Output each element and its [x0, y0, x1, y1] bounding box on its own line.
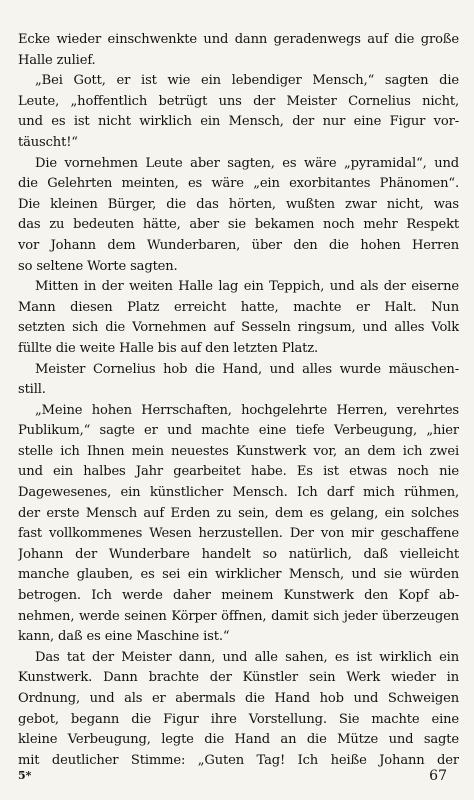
- text-line: Mitten in der weiten Halle lag ein Teppich, und als der eiserne: [35, 279, 459, 295]
- text-line: und ein halbes Jahr gearbeitet habe. Es ist etwas noch nie: [18, 464, 459, 480]
- text-line: Mann diesen Platz erreicht hatte, machte er Halt. Nun: [18, 299, 459, 315]
- text-line: Dagewesenes, ein künstlicher Mensch. Ich darf mich rühmen,: [18, 485, 459, 501]
- text-line: die Gelehrten meinten, es wäre „ein exorbitantes Phänomen“.: [18, 176, 459, 192]
- text-line: setzten sich die Vornehmen auf Sesseln ringsum, und alles Volk: [18, 320, 459, 336]
- text-line: Das tat der Meister dann, und alle sahen, es ist wirklich ein: [35, 649, 459, 665]
- text-line: kann, daß es eine Maschine ist.“: [18, 629, 230, 645]
- page-number: 67: [429, 768, 447, 784]
- text-line: fast vollkommenes Wesen herzustellen. Der von mir geschaffene: [18, 526, 459, 542]
- text-line: Die kleinen Bürger, die das hörten, wußten zwar nicht, was: [18, 196, 459, 212]
- text-line: Meister Cornelius hob die Hand, und alles wurde mäuschen-: [35, 361, 459, 377]
- text-line: Die vornehmen Leute aber sagten, es wäre „pyramidal“, und: [35, 155, 459, 171]
- text-line: Leute, „hoffentlich betrügt uns der Meister Cornelius nicht,: [18, 93, 459, 109]
- text-line: der erste Mensch auf Erden zu sein, dem es gelang, ein solches: [18, 505, 459, 521]
- text-line: und es ist nicht wirklich ein Mensch, der nur eine Figur vor-: [18, 114, 459, 130]
- text-line: still.: [18, 382, 46, 398]
- text-line: täuscht!“: [18, 134, 78, 150]
- page-footer: [18, 766, 459, 786]
- signature-mark: 5*: [18, 769, 32, 782]
- text-line: Halle zulief.: [18, 52, 96, 68]
- text-line: „Meine hohen Herrschaften, hochgelehrte Herren, verehrtes: [35, 402, 459, 418]
- body-text: [18, 30, 459, 771]
- text-line: „Bei Gott, er ist wie ein lebendiger Mensch,“ sagten die: [35, 73, 459, 89]
- text-line: stelle ich Ihnen mein neuestes Kunstwerk vor, an dem ich zwei: [18, 443, 459, 459]
- text-line: Johann der Wunderbare handelt so natürlich, daß vielleicht: [18, 546, 459, 562]
- text-line: Kunstwerk. Dann brachte der Künstler sein Werk wieder in: [18, 670, 459, 686]
- text-line: kleine Verbeugung, legte die Hand an die Mütze und sagte: [18, 732, 459, 748]
- text-line: gebot, begann die Figur ihre Vorstellung. Sie machte eine: [18, 711, 459, 727]
- text-line: Ecke wieder einschwenkte und dann geradenwegs auf die große: [18, 32, 459, 47]
- text-line: Ordnung, und als er abermals die Hand hob und Schweigen: [18, 691, 459, 706]
- text-line: Publikum,“ sagte er und machte eine tiefe Verbeugung, „hier: [18, 423, 459, 439]
- text-line: mit deutlicher Stimme: „Guten Tag! Ich heiße Johann der: [18, 752, 459, 768]
- text-line: füllte die weite Halle bis auf den letzten Platz.: [18, 340, 319, 356]
- text-line: manche glauben, es sei ein wirklicher Mensch, und sie würden: [18, 567, 459, 583]
- text-line: das zu bedeuten hätte, aber sie bekamen noch mehr Respekt: [18, 217, 459, 233]
- text-line: betrogen. Ich werde daher meinem Kunstwerk den Kopf ab-: [18, 588, 459, 604]
- text-line: nehmen, werde seinen Körper öffnen, damit sich jeder überzeugen: [18, 608, 459, 624]
- text-line: so seltene Worte sagten.: [18, 258, 178, 274]
- text-line: vor Johann dem Wunderbaren, über den die hohen Herren: [18, 237, 459, 253]
